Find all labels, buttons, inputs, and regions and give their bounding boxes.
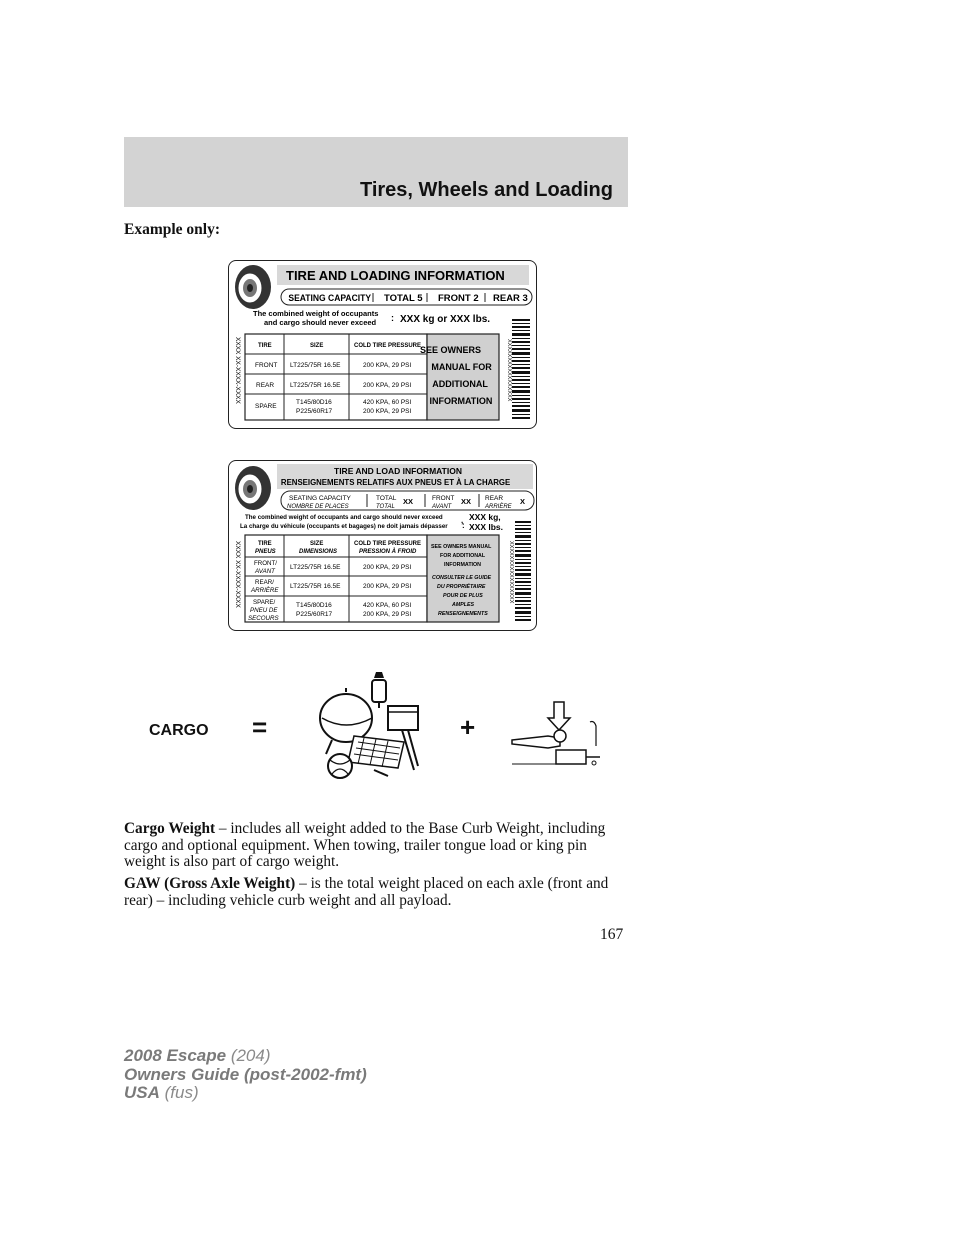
row-spare-pressure-1: 420 KPA, 60 PSI: [363, 602, 412, 609]
column-header-size: SIZE: [310, 343, 324, 349]
barcode-text: XXXXXXXXXXXXXXXXX: [508, 541, 514, 604]
owners-manual-line4: CONSULTER LE GUIDE: [432, 575, 492, 581]
plus-sign: +: [460, 712, 476, 742]
cargo-weight-term: Cargo Weight: [124, 820, 216, 837]
label-title-french: RENSEIGNEMENTS RELATIFS AUX PNEUS ET À LA CHARGE: [280, 477, 511, 488]
row-spare-size-2: P225/60R17: [296, 611, 333, 618]
seating-total: TOTAL: [376, 495, 397, 502]
owners-manual-line8: RENSEIGNEMENTS: [438, 611, 488, 617]
row-front-tire: FRONT/: [254, 560, 278, 567]
row-spare-pressure-1: 420 KPA, 60 PSI: [363, 399, 412, 406]
row-rear-pressure: 200 KPA, 29 PSI: [363, 583, 412, 590]
example-only-caption: Example only:: [124, 221, 221, 238]
seating-capacity-label: SEATING CAPACITY: [289, 495, 351, 502]
owners-manual-line1: SEE OWNERS MANUAL: [431, 544, 492, 550]
barcode-graphic: [515, 521, 531, 621]
section-title: Tires, Wheels and Loading: [359, 179, 613, 201]
row-spare-pressure-2: 200 KPA, 29 PSI: [363, 611, 412, 618]
column-header-tire-fr: PNEUS: [255, 549, 276, 555]
row-front-size: LT225/75R 16.5E: [290, 362, 341, 369]
seating-total: TOTAL 5: [384, 293, 423, 304]
gaw-definition: – is the total weight placed on each axle (front and rear) – including vehicle curb weight and all payload.: [124, 875, 609, 909]
weight-note-english: The combined weight of occupants and cargo should never exceed: [245, 514, 443, 521]
weight-note-french: La charge du véhicule (occupants et bagages) ne doit jamais dépasser: [240, 523, 448, 530]
seating-total-value: XX: [403, 497, 414, 506]
seating-capacity-label: SEATING CAPACITY: [288, 292, 372, 304]
cargo-weight-paragraph: [124, 821, 630, 871]
tire-placard-bilingual-graphic: [229, 461, 536, 630]
owners-manual-line1: SEE OWNERS: [419, 344, 482, 356]
row-rear-pressure: 200 KPA, 29 PSI: [363, 382, 412, 389]
row-spare-size-1: T145/80D16: [296, 602, 332, 609]
seating-total-fr: TOTAL: [376, 504, 395, 510]
label-title: TIRE AND LOADING INFORMATION: [286, 268, 505, 283]
tire-placard-graphic: [229, 261, 536, 428]
column-header-pressure: COLD TIRE PRESSURE: [354, 343, 422, 349]
row-spare-pressure-2: 200 KPA, 29 PSI: [363, 408, 412, 415]
owners-manual-line2: FOR ADDITIONAL: [440, 553, 486, 559]
cargo-illustration: [124, 668, 628, 788]
side-code: XXXX XX-XXXX-XXXX: [234, 337, 241, 404]
owners-manual-line5: DU PROPRIÉTAIRE: [437, 584, 486, 590]
seating-rear: REAR: [485, 495, 504, 502]
seating-capacity-label-fr: NOMBRE DE PLACES: [287, 504, 349, 510]
owners-manual-line6: POUR DE PLUS: [443, 593, 483, 599]
row-front-pressure: 200 KPA, 29 PSI: [363, 564, 412, 571]
row-rear-size: LT225/75R 16.5E: [290, 583, 341, 590]
seating-front: FRONT 2: [438, 293, 479, 304]
weight-value: XXX kg or XXX lbs.: [400, 314, 491, 325]
column-header-size-fr: DIMENSIONS: [299, 549, 338, 555]
row-rear-size: LT225/75R 16.5E: [290, 382, 341, 389]
seating-rear: REAR 3: [493, 293, 528, 304]
seating-front-fr: AVANT: [432, 504, 452, 510]
row-spare-tire: SPARE: [255, 403, 277, 410]
row-front-tire: FRONT: [255, 362, 278, 369]
row-spare-tire-fr-2: SECOURS: [248, 615, 279, 622]
tire-icon: [235, 265, 271, 309]
column-header-pressure-fr: PRESSION À FROID: [359, 549, 417, 555]
row-rear-tire-fr: ARRIÈRE: [251, 587, 279, 594]
seating-rear-fr: ARRIÈRE: [485, 504, 512, 510]
row-front-pressure: 200 KPA, 29 PSI: [363, 362, 412, 369]
row-spare-tire-fr: PNEU DE: [250, 607, 278, 614]
seating-front: FRONT: [432, 495, 455, 502]
owners-manual-line7: AMPLES: [452, 602, 475, 608]
seating-front-value: XX: [461, 497, 472, 506]
weight-lbs: XXX lbs.: [469, 522, 504, 532]
seating-rear-value: X: [520, 497, 526, 506]
footer-model: 2008 Escape: [124, 1046, 227, 1065]
barcode-graphic: [512, 319, 530, 419]
svg-text:,: ,: [461, 516, 464, 525]
row-spare-size-2: P225/60R17: [296, 408, 333, 415]
label-title-english: TIRE AND LOAD INFORMATION: [334, 466, 462, 476]
row-spare-size-1: T145/80D16: [296, 399, 332, 406]
footer-market-code: (fus): [159, 1083, 199, 1102]
barcode-text: XXXXXXXXXXXXXXXXX: [506, 339, 512, 402]
gaw-term: GAW (Gross Axle Weight): [124, 875, 296, 892]
cargo-weight-definition: – includes all weight added to the Base Curb Weight, including cargo and optional equipment. When towing, trailer tongue load or king pin weight is also part of cargo weight.: [124, 820, 606, 871]
footer-guide: Owners Guide (post-2002-fmt): [124, 1064, 367, 1084]
svg-text::: :: [391, 313, 394, 323]
svg-text::: :: [462, 521, 465, 530]
row-front-tire-fr: AVANT: [255, 568, 275, 575]
section-header-band: [124, 137, 628, 207]
cargo-label: CARGO: [149, 722, 209, 739]
document-footer: [124, 1047, 367, 1103]
cargo-items-icon: [314, 670, 426, 782]
row-rear-tire: REAR/: [255, 579, 274, 586]
gaw-paragraph: [124, 876, 630, 909]
owners-manual-line2: MANUAL FOR: [431, 361, 492, 373]
footer-market: USA: [124, 1083, 160, 1102]
tire-loading-label-english: [228, 260, 537, 429]
tire-icon: [235, 466, 271, 510]
owners-manual-line3: ADDITIONAL: [432, 378, 488, 390]
owners-manual-line4: INFORMATION: [429, 395, 493, 407]
side-code: XXXX XX-XXXX-XXXX: [234, 541, 241, 608]
column-header-pressure: COLD TIRE PRESSURE: [354, 541, 422, 547]
row-front-size: LT225/75R 16.5E: [290, 564, 341, 571]
tire-loading-label-bilingual: [228, 460, 537, 631]
trailer-hitch-icon: [508, 698, 604, 774]
footer-model-code: (204): [226, 1046, 271, 1065]
weight-note-line2: and cargo should never exceed: [264, 318, 377, 327]
weight-kg: XXX kg,: [469, 512, 501, 522]
column-header-tire: TIRE: [258, 343, 272, 349]
column-header-tire: TIRE: [258, 541, 272, 547]
owners-manual-line3: INFORMATION: [444, 562, 481, 568]
row-rear-tire: REAR: [256, 382, 275, 389]
equals-sign: =: [252, 712, 268, 742]
column-header-size: SIZE: [310, 541, 324, 547]
row-spare-tire: SPARE/: [253, 599, 276, 606]
weight-note-line1: The combined weight of occupants: [253, 309, 379, 318]
page-number: 167: [600, 926, 624, 943]
